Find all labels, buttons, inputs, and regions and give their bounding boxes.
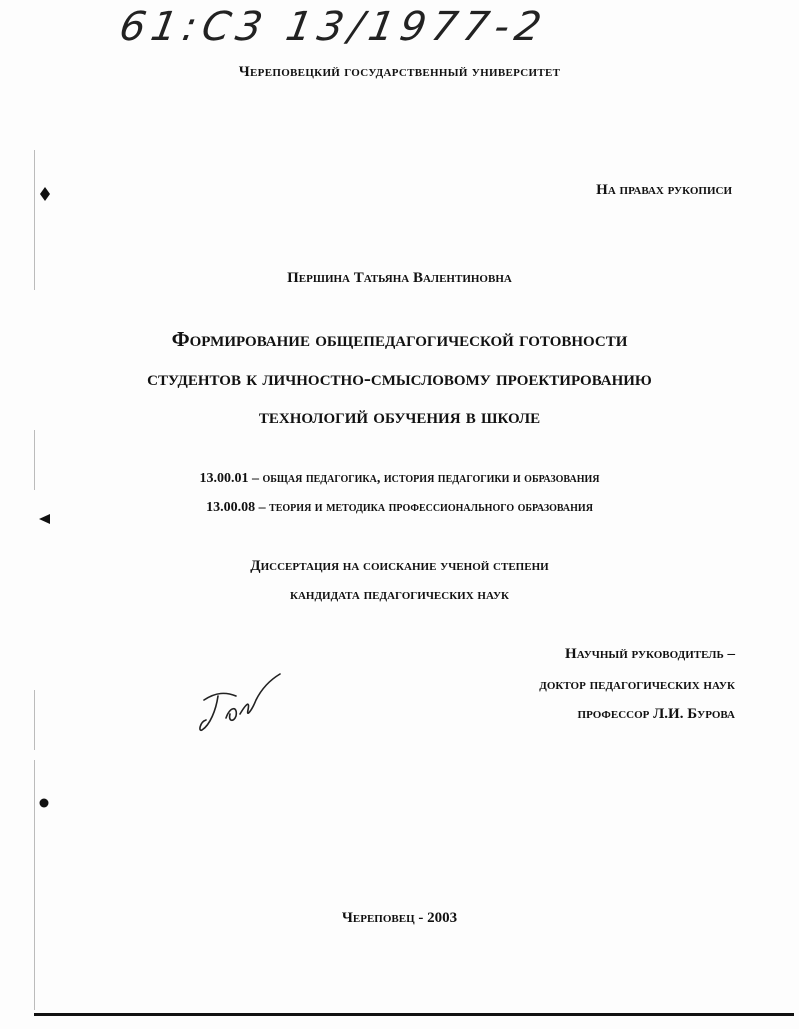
margin-line	[34, 760, 35, 1010]
supervisor-line-2: доктор педагогических наук	[539, 677, 735, 693]
title-line-1: Формирование общепедагогической готовности	[171, 327, 628, 351]
margin-line	[34, 150, 35, 290]
title-line-2: студентов к личностно-смысловому проектированию	[147, 366, 652, 390]
dissertation-line-2: кандидата педагогических наук	[289, 587, 510, 603]
signature-mark	[196, 670, 286, 740]
author-name: Першина Татьяна Валентиновна	[287, 270, 512, 286]
manuscript-rights: На правах рукописи	[596, 182, 732, 198]
supervisor-line-1: Научный руководитель –	[565, 646, 735, 662]
archive-mark: 61:С3 13/1977-2	[115, 4, 551, 50]
title-line-3: технологий обучения в школе	[258, 404, 541, 428]
university-name: Череповецкий государственный университет	[238, 64, 561, 80]
margin-line	[34, 690, 35, 750]
punch-hole-mark	[38, 513, 52, 525]
city-year: Череповец - 2003	[341, 910, 458, 926]
supervisor-line-3: профессор Л.И. Бурова	[577, 706, 735, 722]
specialty-2: 13.00.08 – теория и методика профессионального образования	[206, 500, 593, 515]
page-bottom-edge	[34, 1013, 794, 1016]
punch-hole-mark	[38, 797, 50, 809]
punch-hole-mark	[38, 186, 52, 202]
specialty-1: 13.00.01 – общая педагогика, история педагогики и образования	[199, 471, 600, 486]
dissertation-line-1: Диссертация на соискание ученой степени	[250, 558, 549, 574]
margin-line	[34, 430, 35, 490]
